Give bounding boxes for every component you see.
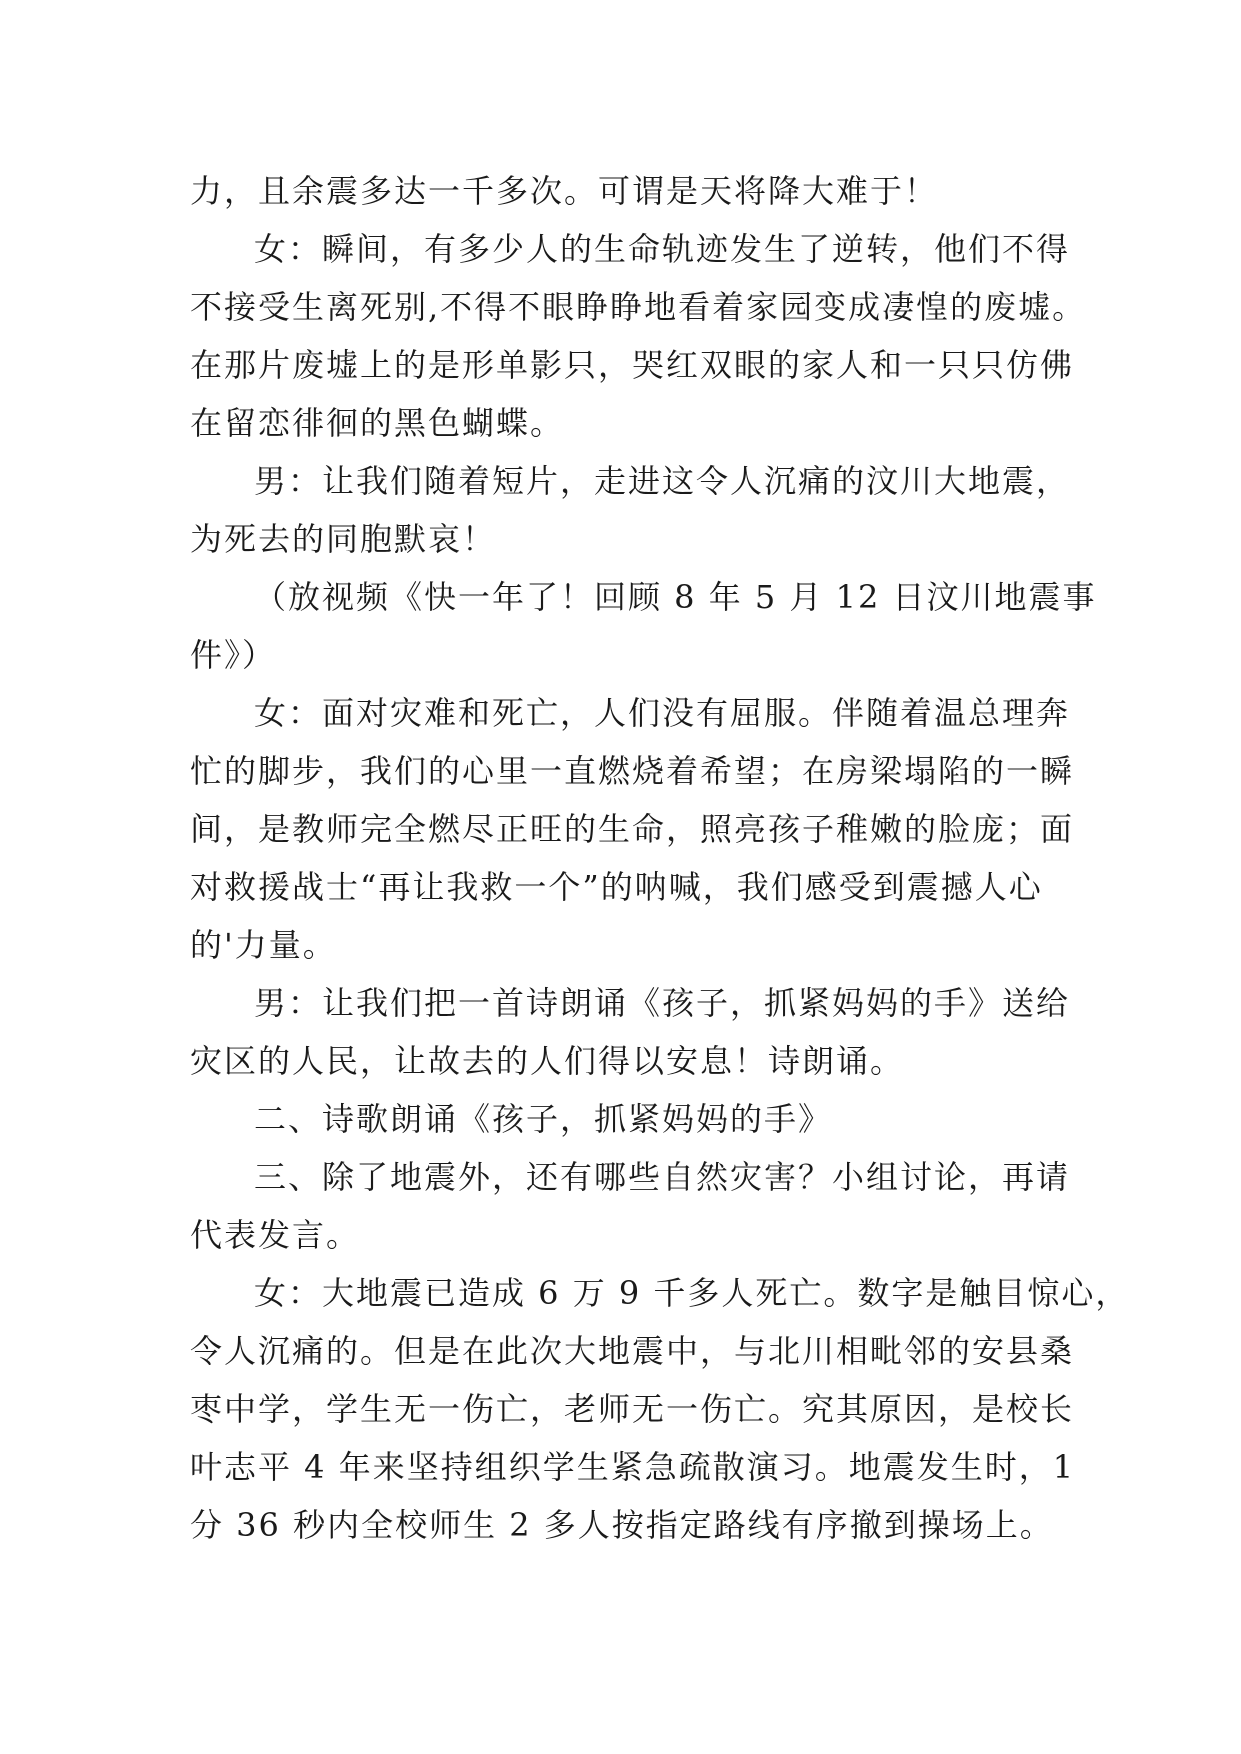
text-line: 在那片废墟上的是形单影只，哭红双眼的家人和一只只仿佛 (190, 346, 1075, 384)
text-line: 间，是教师完全燃尽正旺的生命，照亮孩子稚嫩的脸庞；面 (190, 810, 1075, 848)
text-line: 男：让我们把一首诗朗诵《孩子，抓紧妈妈的手》送给 (254, 984, 1071, 1022)
text-line: 对救援战士“再让我救一个”的呐喊，我们感受到震撼人心 (190, 868, 1043, 906)
text-line: 的'力量。 (190, 926, 337, 964)
text-line: 为死去的同胞默哀！ (190, 520, 497, 558)
text-line: 二、诗歌朗诵《孩子，抓紧妈妈的手》 (254, 1100, 833, 1138)
text-line: 男：让我们随着短片，走进这令人沉痛的汶川大地震， (254, 462, 1071, 500)
text-line: 在留恋徘徊的黑色蝴蝶。 (190, 404, 565, 442)
text-line: 三、除了地震外，还有哪些自然灾害？小组讨论，再请 (254, 1158, 1071, 1196)
text-line: 女：大地震已造成 6 万 9 千多人死亡。数字是触目惊心， (254, 1274, 1130, 1312)
text-line: 灾区的人民，让故去的人们得以安息！诗朗诵。 (190, 1042, 905, 1080)
document-body (190, 162, 1130, 1554)
text-line: 代表发言。 (190, 1216, 361, 1254)
text-line: 枣中学，学生无一伤亡，老师无一伤亡。究其原因，是校长 (190, 1390, 1075, 1428)
text-line: （放视频《快一年了！回顾 8 年 5 月 12 日汶川地震事 (254, 578, 1097, 616)
text-line: 不接受生离死别,不得不眼睁睁地看着家园变成凄惶的废墟。 (190, 288, 1087, 326)
text-line: 叶志平 4 年来坚持组织学生紧急疏散演习。地震发生时，1 (190, 1448, 1076, 1486)
text-line: 女：面对灾难和死亡，人们没有屈服。伴随着温总理奔 (254, 694, 1071, 732)
text-line: 分 36 秒内全校师生 2 多人按指定路线有序撤到操场上。 (190, 1506, 1054, 1544)
text-line: 女：瞬间，有多少人的生命轨迹发生了逆转，他们不得 (254, 230, 1071, 268)
text-line: 忙的脚步，我们的心里一直燃烧着希望；在房梁塌陷的一瞬 (190, 752, 1075, 790)
text-line: 令人沉痛的。但是在此次大地震中，与北川相毗邻的安县桑 (190, 1332, 1075, 1370)
text-line: 件》） (190, 636, 277, 674)
text-line: 力，且余震多达一千多次。可谓是天将降大难于！ (190, 172, 939, 210)
